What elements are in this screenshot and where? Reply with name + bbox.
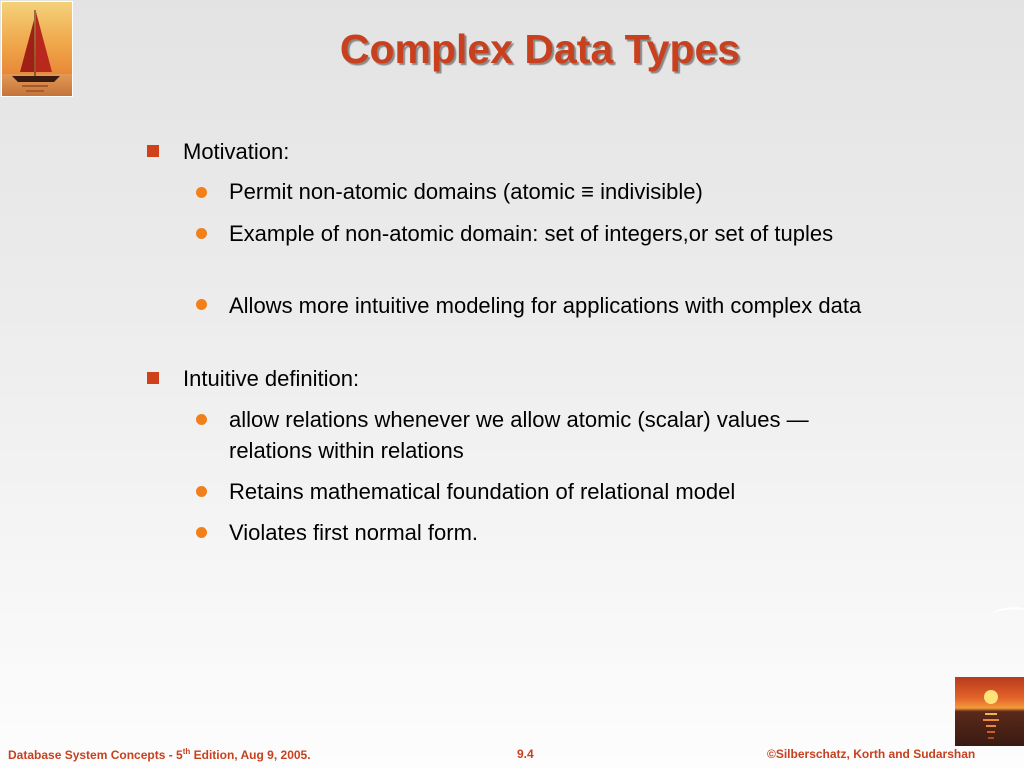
sub-bullet-text: Retains mathematical foundation of relational model — [229, 479, 736, 504]
sub-bullet-text: Permit non-atomic domains (atomic ≡ indivisible) — [229, 179, 703, 204]
sub-bullet-text: Example of non-atomic domain: set of integers,or set of tuples — [229, 221, 834, 246]
round-bullet-icon — [196, 414, 207, 425]
footer-edition-sup: th — [182, 747, 191, 756]
bullet-motivation: Motivation: — [183, 139, 290, 164]
footer-page-number: 9.4 — [517, 747, 534, 761]
swoosh-decoration-icon — [993, 605, 1024, 613]
round-bullet-icon — [196, 486, 207, 497]
sub-bullet-text: allow relations whenever we allow atomic (scalar) values — relations within relations — [229, 407, 809, 463]
round-bullet-icon — [196, 299, 207, 310]
footer-left — [8, 747, 311, 762]
sub-bullet-text: Violates first normal form. — [229, 520, 479, 545]
square-bullet-icon — [147, 372, 159, 384]
footer-book: Database System Concepts - 5 — [8, 748, 183, 762]
round-bullet-icon — [196, 527, 207, 538]
slide-title: Complex Data Types — [339, 26, 741, 72]
footer-edition-date: Edition, Aug 9, 2005. — [190, 748, 311, 762]
bullet-intuitive-definition: Intuitive definition: — [183, 366, 360, 391]
round-bullet-icon — [196, 187, 207, 198]
footer-copyright: ©Silberschatz, Korth and Sudarshan — [767, 747, 976, 761]
sub-bullet-text: Allows more intuitive modeling for applications with complex data — [229, 293, 862, 318]
round-bullet-icon — [196, 228, 207, 239]
square-bullet-icon — [147, 145, 159, 157]
sunset-logo-icon — [955, 677, 1024, 746]
